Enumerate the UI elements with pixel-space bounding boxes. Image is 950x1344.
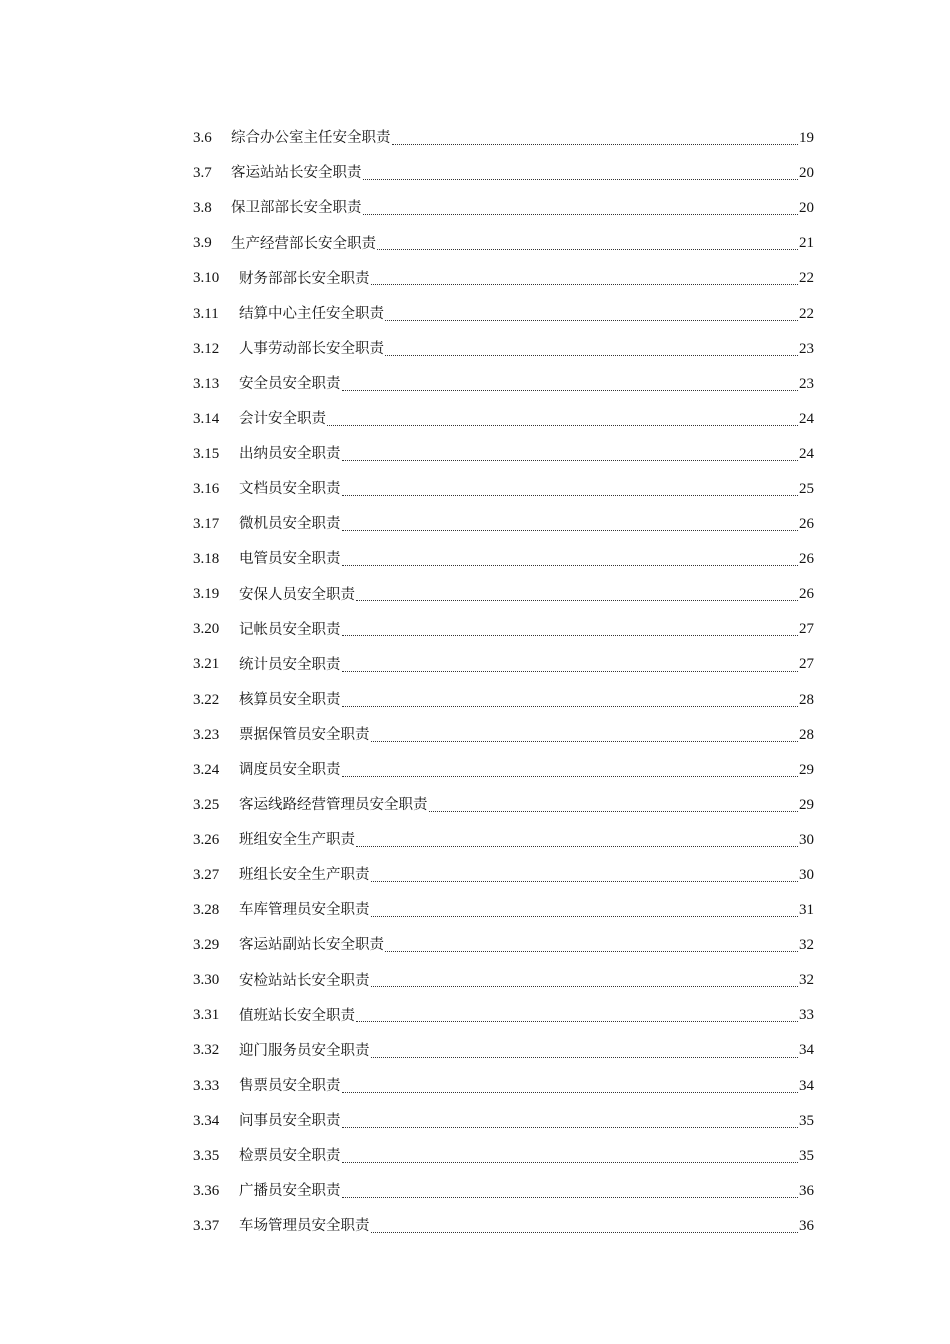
toc-entry-page-number: 33 bbox=[799, 1007, 814, 1024]
toc-dot-leader bbox=[342, 635, 799, 636]
toc-entry-title: 调度员安全职责 bbox=[239, 761, 341, 778]
toc-entry-page-number: 24 bbox=[799, 445, 814, 462]
toc-entry-title: 客运站站长安全职责 bbox=[231, 165, 362, 182]
toc-entry[interactable] bbox=[193, 753, 814, 788]
toc-entry[interactable] bbox=[193, 998, 814, 1033]
toc-dot-leader bbox=[342, 390, 799, 391]
toc-entry-page-number: 31 bbox=[799, 902, 814, 919]
toc-entry[interactable] bbox=[193, 1139, 814, 1174]
toc-entry-number: 3.26 bbox=[193, 831, 220, 848]
toc-entry[interactable] bbox=[193, 437, 814, 472]
toc-entry-title: 迎门服务员安全职责 bbox=[239, 1042, 370, 1059]
toc-entry-title: 安全员安全职责 bbox=[239, 375, 341, 392]
toc-entry-number: 3.33 bbox=[193, 1077, 220, 1094]
toc-dot-leader bbox=[342, 530, 799, 531]
toc-entry-page-number: 23 bbox=[799, 375, 814, 392]
toc-entry-page-number: 30 bbox=[799, 831, 814, 848]
toc-entry[interactable] bbox=[193, 226, 814, 261]
toc-entry-page-number: 28 bbox=[799, 726, 814, 743]
toc-dot-leader bbox=[371, 1232, 799, 1233]
toc-entry-page-number: 22 bbox=[799, 305, 814, 322]
toc-entry-title: 保卫部部长安全职责 bbox=[231, 200, 362, 217]
table-of-contents bbox=[193, 121, 814, 1244]
toc-dot-leader bbox=[342, 1197, 799, 1198]
toc-dot-leader bbox=[371, 1057, 799, 1058]
toc-entry-title: 广播员安全职责 bbox=[239, 1183, 341, 1200]
toc-entry-title: 车场管理员安全职责 bbox=[239, 1218, 370, 1235]
toc-dot-leader bbox=[327, 425, 798, 426]
toc-entry-number: 3.21 bbox=[193, 656, 220, 673]
toc-entry[interactable] bbox=[193, 683, 814, 718]
toc-entry[interactable] bbox=[193, 402, 814, 437]
toc-entry-title: 生产经营部长安全职责 bbox=[231, 235, 376, 252]
toc-entry[interactable] bbox=[193, 963, 814, 998]
toc-entry[interactable] bbox=[193, 296, 814, 331]
toc-entry-page-number: 36 bbox=[799, 1182, 814, 1199]
toc-entry-page-number: 26 bbox=[799, 551, 814, 568]
toc-entry-number: 3.28 bbox=[193, 902, 220, 919]
toc-entry-number: 3.22 bbox=[193, 691, 220, 708]
toc-entry-number: 3.15 bbox=[193, 445, 220, 462]
toc-entry-number: 3.6 bbox=[193, 130, 212, 147]
toc-dot-leader bbox=[363, 179, 799, 180]
toc-entry-page-number: 24 bbox=[799, 410, 814, 427]
toc-entry-title: 电管员安全职责 bbox=[239, 551, 341, 568]
toc-entry[interactable] bbox=[193, 858, 814, 893]
toc-entry-number: 3.35 bbox=[193, 1147, 220, 1164]
toc-entry-number: 3.37 bbox=[193, 1217, 220, 1234]
toc-entry[interactable] bbox=[193, 1174, 814, 1209]
toc-entry-number: 3.13 bbox=[193, 375, 220, 392]
toc-entry[interactable] bbox=[193, 261, 814, 296]
toc-entry-title: 班组长安全生产职责 bbox=[239, 867, 370, 884]
toc-entry-title: 会计安全职责 bbox=[239, 411, 326, 428]
toc-entry[interactable] bbox=[193, 788, 814, 823]
toc-entry-page-number: 21 bbox=[799, 235, 814, 252]
toc-dot-leader bbox=[342, 460, 799, 461]
toc-entry-number: 3.24 bbox=[193, 761, 220, 778]
toc-entry-number: 3.14 bbox=[193, 410, 220, 427]
toc-dot-leader bbox=[342, 565, 799, 566]
toc-entry[interactable] bbox=[193, 1069, 814, 1104]
toc-dot-leader bbox=[356, 1021, 798, 1022]
toc-entry-page-number: 29 bbox=[799, 761, 814, 778]
toc-entry-title: 综合办公室主任安全职责 bbox=[231, 130, 391, 147]
toc-entry-number: 3.19 bbox=[193, 586, 220, 603]
toc-entry-title: 班组安全生产职责 bbox=[239, 832, 355, 849]
toc-entry[interactable] bbox=[193, 1033, 814, 1068]
toc-entry-page-number: 20 bbox=[799, 200, 814, 217]
toc-entry-page-number: 32 bbox=[799, 972, 814, 989]
toc-entry-page-number: 23 bbox=[799, 340, 814, 357]
toc-entry[interactable] bbox=[193, 542, 814, 577]
toc-entry-title: 微机员安全职责 bbox=[239, 516, 341, 533]
toc-entry-title: 检票员安全职责 bbox=[239, 1148, 341, 1165]
toc-entry-number: 3.17 bbox=[193, 516, 220, 533]
toc-entry-title: 售票员安全职责 bbox=[239, 1077, 341, 1094]
toc-entry[interactable] bbox=[193, 612, 814, 647]
toc-entry-page-number: 20 bbox=[799, 165, 814, 182]
toc-entry[interactable] bbox=[193, 367, 814, 402]
toc-entry-title: 问事员安全职责 bbox=[239, 1112, 341, 1129]
toc-dot-leader bbox=[356, 600, 798, 601]
toc-entry-number: 3.36 bbox=[193, 1182, 220, 1199]
toc-entry-page-number: 25 bbox=[799, 480, 814, 497]
toc-dot-leader bbox=[377, 249, 798, 250]
toc-entry-title: 财务部部长安全职责 bbox=[239, 270, 370, 287]
toc-dot-leader bbox=[342, 1127, 799, 1128]
toc-dot-leader bbox=[356, 846, 798, 847]
toc-entry-page-number: 34 bbox=[799, 1042, 814, 1059]
toc-entry-number: 3.23 bbox=[193, 726, 220, 743]
toc-dot-leader bbox=[385, 320, 798, 321]
toc-entry-title: 文档员安全职责 bbox=[239, 481, 341, 498]
toc-entry-number: 3.34 bbox=[193, 1112, 220, 1129]
toc-entry[interactable] bbox=[193, 191, 814, 226]
toc-dot-leader bbox=[371, 741, 799, 742]
toc-entry-number: 3.25 bbox=[193, 796, 220, 813]
toc-entry-number: 3.11 bbox=[193, 305, 219, 322]
toc-entry[interactable] bbox=[193, 121, 814, 156]
toc-entry-page-number: 34 bbox=[799, 1077, 814, 1094]
toc-entry-page-number: 32 bbox=[799, 937, 814, 954]
toc-entry-number: 3.32 bbox=[193, 1042, 220, 1059]
toc-dot-leader bbox=[342, 671, 799, 672]
toc-entry[interactable] bbox=[193, 156, 814, 191]
toc-entry-page-number: 28 bbox=[799, 691, 814, 708]
toc-entry-page-number: 29 bbox=[799, 796, 814, 813]
toc-dot-leader bbox=[371, 284, 799, 285]
toc-entry-page-number: 36 bbox=[799, 1217, 814, 1234]
toc-entry-number: 3.8 bbox=[193, 200, 212, 217]
toc-entry-number: 3.18 bbox=[193, 551, 220, 568]
toc-entry-title: 结算中心主任安全职责 bbox=[239, 305, 384, 322]
toc-entry-number: 3.29 bbox=[193, 937, 220, 954]
toc-entry-page-number: 26 bbox=[799, 516, 814, 533]
toc-dot-leader bbox=[371, 881, 799, 882]
toc-entry[interactable] bbox=[193, 718, 814, 753]
toc-entry-page-number: 22 bbox=[799, 270, 814, 287]
toc-entry[interactable] bbox=[193, 577, 814, 612]
toc-entry-title: 安保人员安全职责 bbox=[239, 586, 355, 603]
toc-entry-page-number: 19 bbox=[799, 130, 814, 147]
toc-entry-title: 票据保管员安全职责 bbox=[239, 726, 370, 743]
toc-entry-title: 客运站副站长安全职责 bbox=[239, 937, 384, 954]
toc-dot-leader bbox=[342, 495, 799, 496]
toc-dot-leader bbox=[429, 811, 799, 812]
toc-entry-page-number: 30 bbox=[799, 867, 814, 884]
toc-entry-page-number: 26 bbox=[799, 586, 814, 603]
toc-entry-number: 3.27 bbox=[193, 867, 220, 884]
toc-entry[interactable] bbox=[193, 823, 814, 858]
toc-dot-leader bbox=[342, 776, 799, 777]
toc-entry-title: 安检站站长安全职责 bbox=[239, 972, 370, 989]
toc-entry-number: 3.16 bbox=[193, 480, 220, 497]
toc-entry-number: 3.20 bbox=[193, 621, 220, 638]
toc-entry-title: 人事劳动部长安全职责 bbox=[239, 340, 384, 357]
toc-entry[interactable] bbox=[193, 893, 814, 928]
toc-entry-title: 核算员安全职责 bbox=[239, 691, 341, 708]
toc-entry[interactable] bbox=[193, 928, 814, 963]
toc-dot-leader bbox=[342, 1092, 799, 1093]
toc-dot-leader bbox=[342, 1162, 799, 1163]
toc-dot-leader bbox=[385, 951, 798, 952]
toc-dot-leader bbox=[342, 706, 799, 707]
toc-entry-number: 3.30 bbox=[193, 972, 220, 989]
toc-entry-title: 记帐员安全职责 bbox=[239, 621, 341, 638]
toc-entry[interactable] bbox=[193, 647, 814, 682]
toc-entry-page-number: 27 bbox=[799, 621, 814, 638]
toc-entry[interactable] bbox=[193, 1104, 814, 1139]
toc-entry-number: 3.31 bbox=[193, 1007, 220, 1024]
toc-entry[interactable] bbox=[193, 472, 814, 507]
toc-entry-number: 3.7 bbox=[193, 165, 212, 182]
toc-entry-title: 值班站长安全职责 bbox=[239, 1007, 355, 1024]
toc-entry-title: 客运线路经营管理员安全职责 bbox=[239, 797, 428, 814]
toc-entry-number: 3.12 bbox=[193, 340, 220, 357]
toc-entry-page-number: 27 bbox=[799, 656, 814, 673]
toc-dot-leader bbox=[385, 355, 798, 356]
toc-entry-title: 车库管理员安全职责 bbox=[239, 902, 370, 919]
toc-dot-leader bbox=[392, 144, 799, 145]
toc-entry-page-number: 35 bbox=[799, 1112, 814, 1129]
toc-entry-number: 3.9 bbox=[193, 235, 212, 252]
toc-entry-title: 出纳员安全职责 bbox=[239, 446, 341, 463]
toc-entry-title: 统计员安全职责 bbox=[239, 656, 341, 673]
toc-entry-number: 3.10 bbox=[193, 270, 220, 287]
toc-entry[interactable] bbox=[193, 507, 814, 542]
toc-entry[interactable] bbox=[193, 1209, 814, 1244]
toc-entry[interactable] bbox=[193, 332, 814, 367]
toc-dot-leader bbox=[371, 986, 799, 987]
toc-dot-leader bbox=[371, 916, 799, 917]
toc-dot-leader bbox=[363, 214, 799, 215]
toc-entry-page-number: 35 bbox=[799, 1147, 814, 1164]
